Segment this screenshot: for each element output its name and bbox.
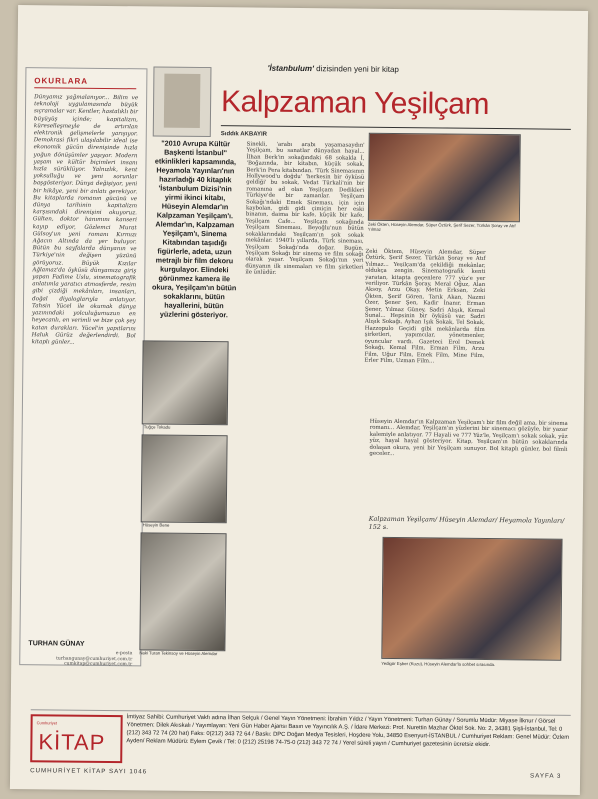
sidebar-text: Dünyamız yağmalanıyor... Bilim ve teknoloji uygulamasında büyük sıçramalar var. Kentler, hastalıklı bir büyüyüş içinde; kapitalizm, küreselleşmeyle de artırılan elektronik gelişmelerle yarışıyor. Demokrasi fikri ulaşılabilir ideal ise ekonomik gücün direnişinde hızla yoğun dönüşümler yaşıyor. Modern yaşam ve kültür biçimleri insanı hızla sürüklüyor. Yalnızlık, kent yoksulluğu ve yeni sorunlar başgösteriyor. Dünya değişiyor, yeni bir hikâye, yeni bir anlatı gerekiyor. Bu kitaplarda romanın gücünü ve dünya tarihinin kapitalizm karşısındaki direnişini okuyoruz. Gülten, doktor hanımını kanseri kayıp ediyor, Gözlemci Murat Gülsoy'un yeni romanı Kırmızı Ağacın Altında da yer buluyor. Bütün bu sayfalarda dünyanın ve Türkiye'nin değişen yüzünü görüyoruz. Büyük Kızılar Ağlamaz'da öyküsü dünyamıza giriş yapan Fadime Uslu, sinematografik anlatımla yaratıcı atmosferde, resim gibi çizdiği mekânları, insanları, doğal diyaloglarıyla anlatıyor. Tahsin Yücel ile okumak dünya yazınındaki yolculuğumuzun en heyecanlı, en verimli ve bize çok şey katan durakları. Yücel'in yapıtlarını Haluk Gürüz değerlendirdi. Bol kitaplı günler... bbox=[31, 94, 139, 346]
kicker-rest: dizisinden yeni bir kitap bbox=[316, 64, 399, 75]
title-rule bbox=[221, 125, 571, 130]
actor-photo-3-caption: Naki Turan Tekinsoy ve Hüseyin Alemdar bbox=[139, 650, 218, 657]
actor-photo-1-caption: Tuğçe Tokadu bbox=[143, 424, 171, 430]
interview-photo-caption: Yedigör Eşber (Kuzu), Hüseyin Alemdar'la sohbet sırasında. bbox=[381, 660, 496, 668]
email-1: turhangunay@cumhuriyet.com.tr bbox=[56, 655, 133, 662]
sidebar-okurlara bbox=[19, 67, 147, 666]
byline: Sıddık AKBAYIR bbox=[220, 131, 268, 138]
kitap-logo: KİTAP bbox=[38, 729, 106, 755]
kitap-logo-box bbox=[30, 714, 122, 763]
actor-photo-3 bbox=[139, 532, 226, 651]
email-2: cumkitap@cumhuriyet.com.tr bbox=[64, 661, 133, 668]
book-cover-image bbox=[164, 74, 201, 128]
actor-photo-2-caption: Hüseyin Bene bbox=[142, 522, 170, 528]
sidebar-email bbox=[28, 650, 132, 668]
book-cover-thumbnail bbox=[153, 66, 212, 137]
newspaper-page bbox=[10, 5, 588, 795]
interview-photo bbox=[381, 537, 562, 661]
sidebar-heading: OKURLARA bbox=[34, 76, 89, 86]
body-column-1: Sinekli, 'arabı arabı yaşamasaydın' Yeşilçam, bu sanatlar dünyadan hayal... İlhan Berk'in sokağındaki 68 sokakla İ, 'Boğazında, bir kitabın, küçük sokak, Berk'in Pera kitabından. 'Türk Sinemasının Hollywood'u doğdu' 'herkesin bir öyküsü geldiği' bu sokak, Vedat Türkali'nin bir romanına ad olan Yeşilçam Dedikleri Türkiye'de bir zamanlar. Yeşilçam Sokağı'ndaki Emek Sineması, için için kaybolan, gidi gidi çimiçin her eski binanın, daima bir kafe, küçük bir kafe, Yeşilçam Cafe... Yeşilçam sokağında Yeşilçam Sineması, Beyoğlu'nun bütün sokaklarındaki Yeşilçam'ın şok sokak mekânlar. 1940'lı yıllarda, Türk sineması, Yeşilçam Sokağı'nda doğar. Bugün, Yeşilçam Sokağı bir sinema ve film sokağı olarak yaşar. Yeşilçam Sokağı'nın yeri dünyanın ilk sinemaları ve film şirketleri ile ünlüdür. bbox=[245, 141, 365, 276]
imprint-text: İmtiyaz Sahibi: Cumhuriyet Vakfı adına İlhan Selçuk / Genel Yayın Yönetmeni: İbrahim Yıldız / Yayın Yönetmeni: Turhan Günay / Sorumlu Müdür: Miyase İlknur / Görsel Yönetmen: Dilek Akıskalı / Yayımlayan: Yeni Gün Haber Ajansı Basın ve Yayıncılık A.Ş. / İdare Merkezi: Prof. Nurettin Mazhar Öktel Sok. No: 2, 34381 Şişli-İstanbul, Tel: 0 (212) 343 72 74 (20 hat) Faks: 0(212) 343 72 64 / Baskı: DPC Doğan Medya Tesisleri, Hoşdere Yolu, 34850 Esenyurt-İSTANBUL / Cumhuriyet Reklam: Genel Müdür: Özlem Ayden/ Reklam Müdürü: Eylem Çevik / Tel: 0 (212) 25198 74-75-0 (212) 343 72 74 / Yerel süreli yayın / Cumhuriyet gazetesinin ücretsiz ekidir. bbox=[126, 714, 570, 749]
logo-small-text: Cumhuriyet bbox=[36, 720, 58, 726]
book-reference: Kalpzaman Yeşilçam/ Hüseyin Alemdar/ Heyamola Yayınları/ 152 s. bbox=[368, 514, 565, 531]
folio-right: SAYFA 3 bbox=[530, 772, 562, 780]
kicker-quote: 'İstanbulum' bbox=[267, 63, 315, 74]
kicker bbox=[267, 64, 399, 74]
sidebar-author: TURHAN GÜNAY bbox=[28, 640, 85, 648]
article-title: Kalpzaman Yeşilçam bbox=[220, 85, 490, 121]
body-column-2: Zeki Öktem, Hüseyin Alemdar, Süper Öztürk, Şerif Sezer, Türkân Şoray ve Atıf Yılmaz... Yeşilçam'da çekildiği mekânlar, oldukça zengin. Sinematografik kenti yaratan, kitapta geçenlere 777 yüz'e yer veriliyor. Türkân Şoray, Meral Oğuz, Alan Aksoy, Arzu Okay, Metin Erksan, Zeki Ökten, Şerif Gören, Tarık Akan, Nazmi Özer, Şener Şen, Kadir İnanır, Erman Şener, Yılmaz Güney, Sadri Alışık, Kemal Sunal... Hepsinin bir öyküsü var. Sadri Alışık Sokağı, Ayhan Işık Sokak, Tel Sokak, Hazzopulo Geçidi gibi mekânlarda film şirketleri, yapımcılar, yönetmenler, oyuncular vardı. Gazeteci Erol Demek Sokağı, Kemal Film, Erman Film, Arzu Film, Uğur Film, Emek Film, Mine Film, Erler Film, Uzman Film... bbox=[364, 248, 486, 365]
body-column-3: Hüseyin Alemdar'ın Kalpzaman Yeşilçam'ı bir film değil ama, bir sinema romanı... Alemdar, Yeşilçam'ın yüzlerini bir sinemacı gözüyle, bir yazar kalemiyle anlatıyor. 77 Hayali ve 777 Yüz'le, Yeşilçam'ı sokak sokak, yüz yüz, hayal hayal gösteriyor. Kitap, Yeşilçam'ın bütün sokaklarında dolaşan okura, yeni bir Yeşilçam sunuyor. Bol kitaplı günler, bol filmli geceler... bbox=[369, 418, 568, 458]
lead-paragraph: "2010 Avrupa Kültür Başkenti İstanbul" etkinlikleri kapsamında, Heyamola Yayınları'nın hazırladığı 40 kitaplık 'İstanbulum Dizisi'nin yirmi ikinci kitabı, Hüseyin Alemdar'ın Kalpzaman Yeşilçam'ı. Alemdar'ın, Kalpzaman Yeşilçam'ı, Sinema Kitabından taşıdığı figürlerle, adeta, uzun metrajlı bir film dekoru kurgulayor. Elindeki görünmez kamera ile okura, Yeşilçam'ın bütün sokaklarını, bütün hayallerini, bütün yüzlerini gösteriyor. bbox=[151, 138, 237, 320]
imprint-footer bbox=[30, 709, 571, 768]
folio-left: CUMHURİYET KİTAP SAYI 1046 bbox=[30, 767, 148, 776]
group-photo-caption: Zeki Ökten, Hüseyin Alemdar, Süper Öztürk, Şerif Sezer, Türkân Şoray ve Atıf Yılmaz bbox=[367, 221, 516, 232]
actor-photo-2 bbox=[141, 434, 228, 523]
body-column-1-continued bbox=[247, 337, 363, 338]
actor-photo-1 bbox=[142, 340, 229, 425]
group-photo bbox=[368, 133, 521, 223]
sidebar-rule bbox=[34, 87, 136, 89]
email-label: e-posta bbox=[115, 651, 133, 657]
